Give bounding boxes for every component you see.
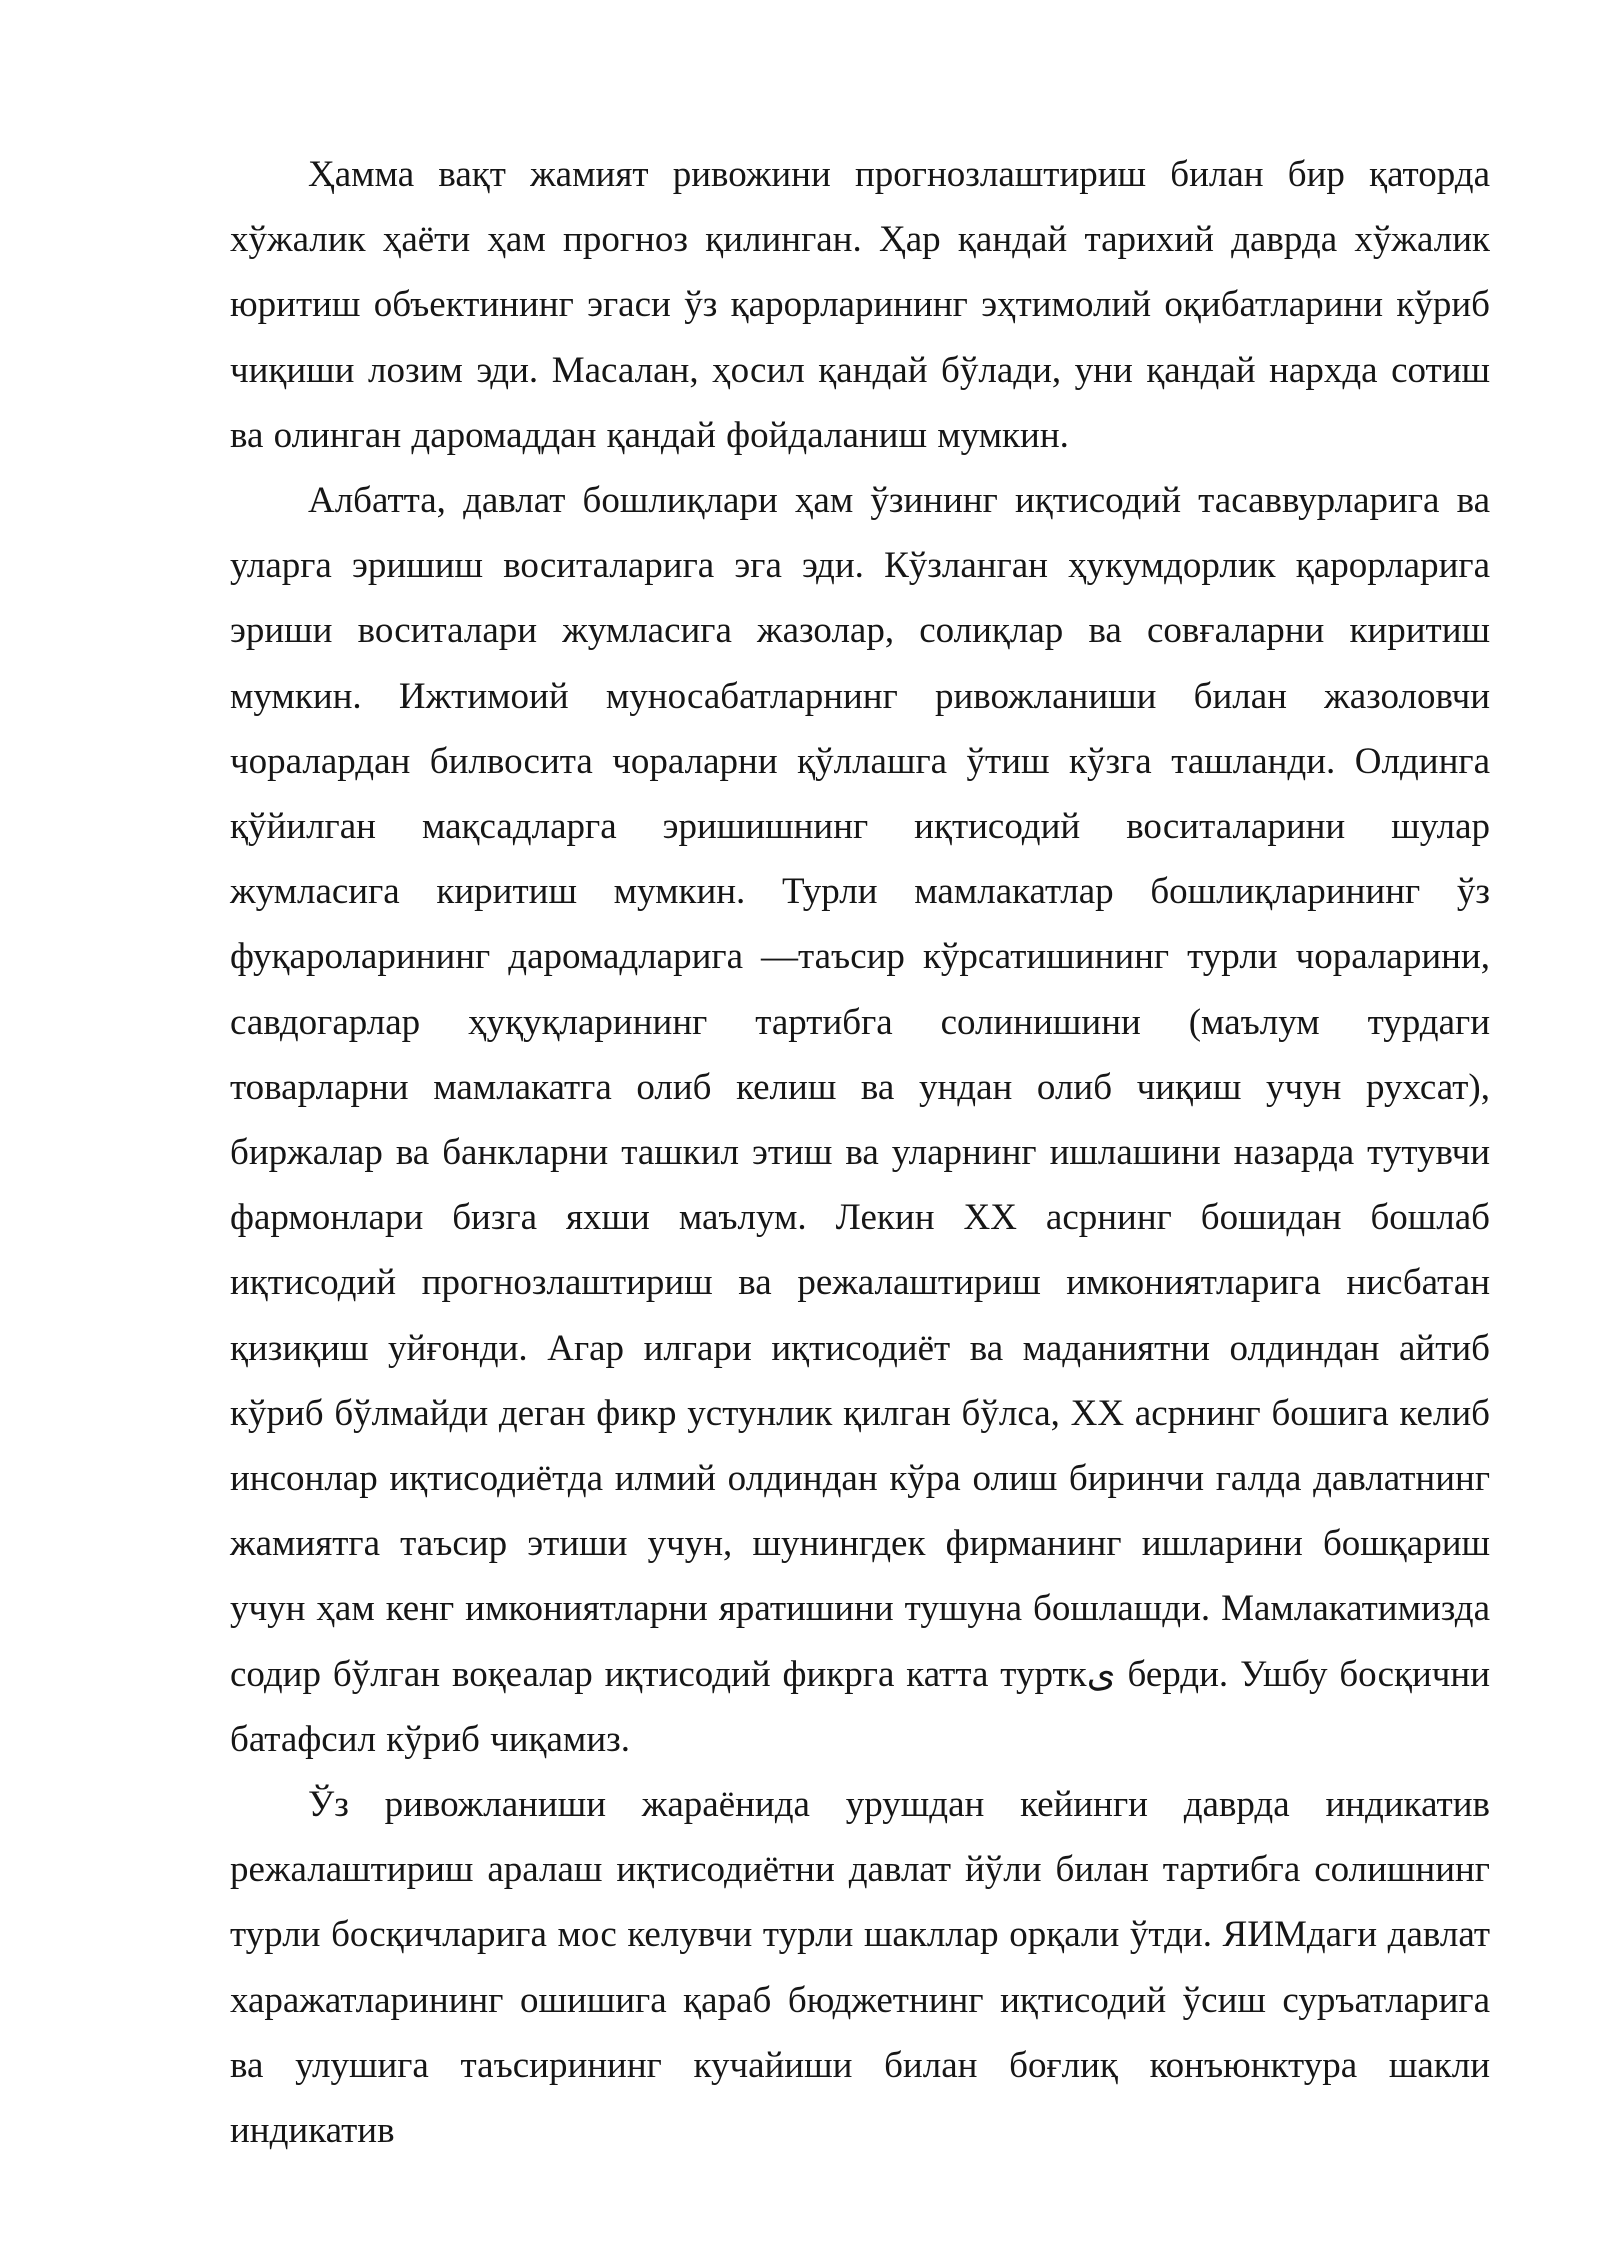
paragraph: Албатта, давлат бошлиқлари ҳам ўзининг иқтисодий тасаввурларига ва уларга эришиш воситаларига эга эди. Кўзланган ҳукумдорлик қарорларига эриши воситалари жумласига жазолар, солиқлар ва совғаларни киритиш мумкин. Ижтимоий муносабатларнинг ривожланиши билан жазоловчи чоралардан билвосита чораларни қўллашга ўтиш кўзга ташланди. Олдинга қўйилган мақсадларга эришишнинг иқтисодий воситаларини шулар жумласига киритиш мумкин. Турли мамлакатлар бошлиқларининг ўз фуқароларининг даромадларига ―таъсир кўрсатишининг турли чораларини, савдогарлар ҳуқуқларининг тартибга солинишини (маълум турдаги товарларни мамлакатга олиб келиш ва ундан олиб чиқиш учун рухсат), биржалар ва банкларни ташкил этиш ва уларнинг ишлашини назарда тутувчи фармонлари бизга яхши маълум. Лекин XX асрнинг бошидан бошлаб иқтисодий прогнозлаштириш ва режалаштириш имкониятларига нисбатан қизиқиш уйғонди. Агар илгари иқтисодиёт ва маданиятни олдиндан айтиб кўриб бўлмайди деган фикр устунлик қилган бўлса, XX асрнинг бошига келиб инсонлар иқтисодиётда илмий олдиндан кўра олиш биринчи галда давлатнинг жамиятга таъсир этиши учун, шунингдек фирманинг ишларини бошқариш учун ҳам кенг имкониятларни яратишини тушуна бошлашди. Мамлакатимизда содир бўлган воқеалар иқтисодий фикрга катта турткی берди. Ушбу босқични батафсил кўриб чиқамиз. [230, 480, 1491, 1760]
document-body [230, 142, 1490, 2163]
paragraph: Ўз ривожланиши жараёнида урушдан кейинги даврда индикатив режалаштириш аралаш иқтисодиётни давлат йўли билан тартибга солишнинг турли босқичларига мос келувчи турли шакллар орқали ўтди. ЯИМдаги давлат харажатларининг ошишига қараб бюджетнинг иқтисодий ўсиш суръатларига ва улушига таъсирининг кучайиши билан боғлиқ конъюнктура шакли индикатив [230, 1784, 1490, 2152]
paragraph: Ҳамма вақт жамият ривожини прогнозлаштириш билан бир қаторда хўжалик ҳаёти ҳам прогноз қилинган. Ҳар қандай тарихий даврда хўжалик юритиш объектининг эгаси ўз қарорларининг эҳтимолий оқибатларини кўриб чиқиши лозим эди. Масалан, ҳосил қандай бўлади, уни қандай нархда сотиш ва олинган даромаддан қандай фойдаланиш мумкин. [230, 154, 1490, 456]
